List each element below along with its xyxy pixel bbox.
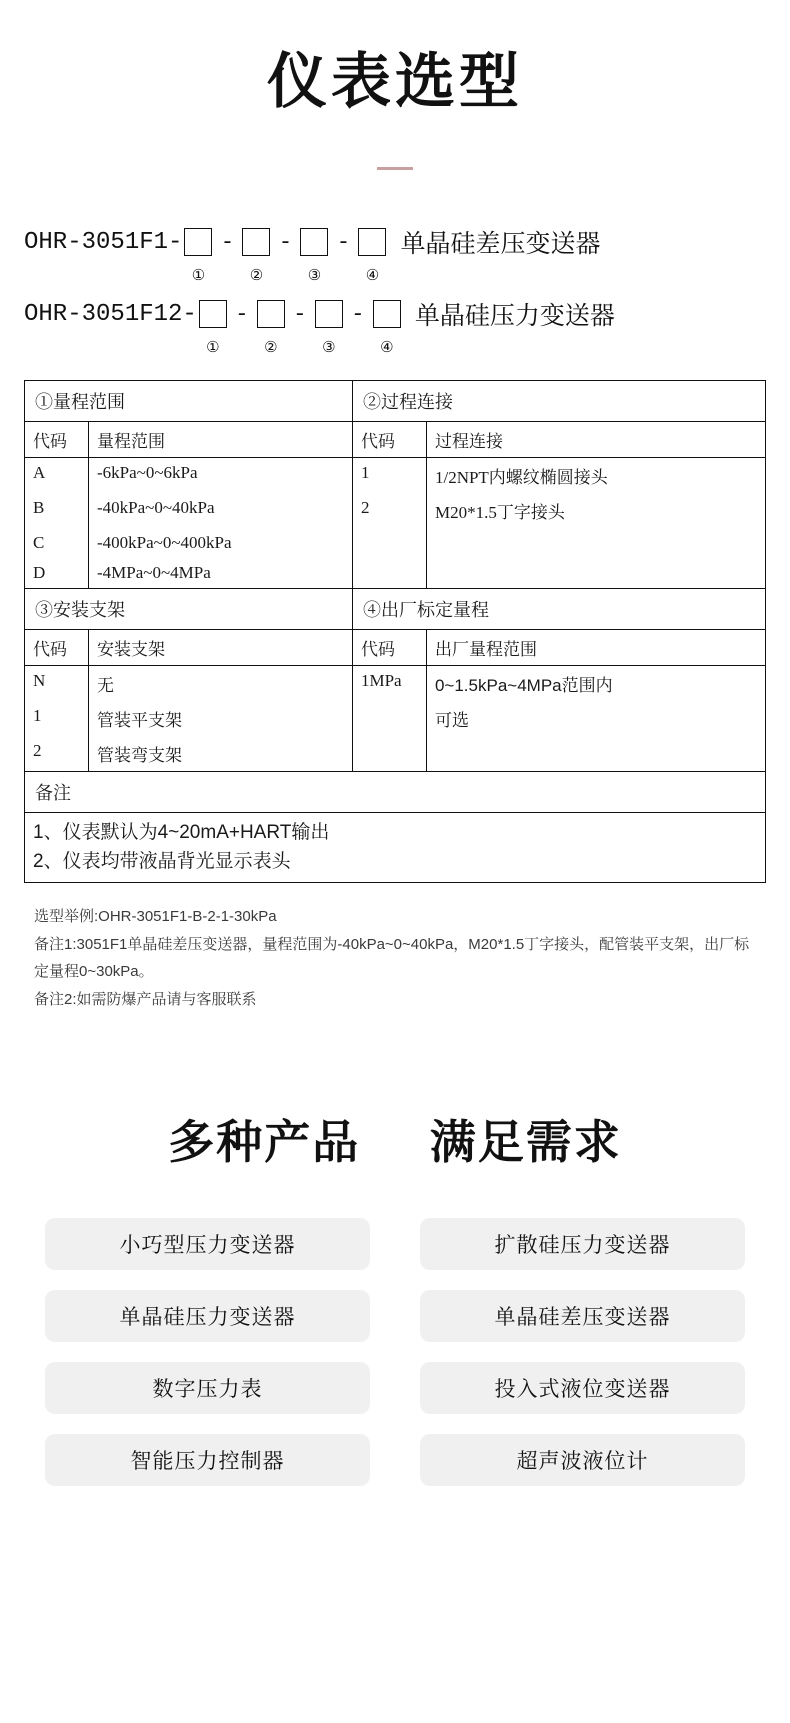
process-filler-code-2 [352, 558, 426, 589]
spec-section-title-bracket: ③安装支架 [25, 589, 353, 630]
spec-section-header-row-2 [25, 589, 766, 630]
remark-header-row [25, 772, 766, 813]
process-code-1: 1 [352, 458, 426, 494]
model-dash-2-1: - [235, 301, 249, 327]
product-chip-5[interactable]: 数字压力表 [45, 1362, 370, 1414]
product-chip-6[interactable]: 投入式液位变送器 [420, 1362, 745, 1414]
remark-title: 备注 [25, 772, 766, 813]
product-chip-3[interactable]: 单晶硅压力变送器 [45, 1290, 370, 1342]
note-remark-1: 备注1:3051F1单晶硅差压变送器，量程范围为-40kPa~0~40kPa，M20*1.5丁字接头，配管装平支架，出厂标定量程0~30kPa。 [34, 935, 750, 981]
bracket-value-n: 无 [89, 666, 353, 702]
table-row [25, 736, 766, 772]
model-dash-2-2: - [293, 301, 307, 327]
title-block [0, 0, 790, 170]
range-value-header: 量程范围 [89, 422, 353, 458]
remark-body [25, 813, 766, 883]
table-row [25, 528, 766, 558]
model-dash-1-1: - [220, 229, 235, 255]
spec-column-header-row-1 [25, 422, 766, 458]
model-dash-1-3: - [336, 229, 351, 255]
marker-1-2: ② [249, 267, 264, 284]
model-suffix-1: 单晶硅差压变送器 [400, 230, 601, 258]
model-code-area [0, 222, 790, 360]
spec-table [24, 380, 766, 883]
range-value-d: -4MPa~0~4MPa [89, 558, 353, 589]
model-slot-1-1[interactable] [184, 228, 212, 256]
spec-section-header-row-1 [25, 381, 766, 422]
calibration-value-2: 可选 [426, 701, 765, 736]
model-slot-2-2[interactable] [257, 300, 285, 328]
process-filler-value-2 [426, 558, 765, 589]
product-chip-1[interactable]: 小巧型压力变送器 [45, 1218, 370, 1270]
bracket-code-n: N [25, 666, 89, 702]
range-code-header: 代码 [25, 422, 89, 458]
marker-1-3: ③ [307, 267, 322, 284]
spec-column-header-row-2 [25, 630, 766, 666]
spec-section-title-process: ②过程连接 [352, 381, 765, 422]
table-row [25, 458, 766, 494]
process-filler-value-1 [426, 528, 765, 558]
model-marker-row-2 [24, 334, 790, 360]
process-value-header: 过程连接 [426, 422, 765, 458]
process-code-2: 2 [352, 493, 426, 528]
bracket-value-header: 安装支架 [89, 630, 353, 666]
product-chip-7[interactable]: 智能压力控制器 [45, 1434, 370, 1486]
model-dash-2-3: - [351, 301, 365, 327]
calibration-code-2 [352, 701, 426, 736]
range-value-b: -40kPa~0~40kPa [89, 493, 353, 528]
bracket-code-header: 代码 [25, 630, 89, 666]
model-slot-1-2[interactable] [242, 228, 270, 256]
calibration-filler-code [352, 736, 426, 772]
model-marker-row-1 [24, 262, 790, 288]
table-row [25, 558, 766, 589]
range-code-c: C [25, 528, 89, 558]
spec-section-title-range: ①量程范围 [25, 381, 353, 422]
bracket-value-2: 管装弯支架 [89, 736, 353, 772]
note-remark-2: 备注2:如需防爆产品请与客服联系 [34, 991, 257, 1009]
model-slot-1-4[interactable] [358, 228, 386, 256]
bracket-code-2: 2 [25, 736, 89, 772]
model-prefix-1: OHR-3051F1- [24, 228, 183, 256]
calibration-value-1: 0~1.5kPa~4MPa范围内 [426, 666, 765, 702]
range-value-a: -6kPa~0~6kPa [89, 458, 353, 494]
remark-line-2: 2、仪表均带液晶背光显示表头 [33, 851, 291, 873]
title-divider [377, 167, 413, 170]
marker-2-1: ① [206, 339, 220, 356]
marker-2-4: ④ [380, 339, 394, 356]
model-dash-1-2: - [278, 229, 293, 255]
spec-section-title-calibration: ④出厂标定量程 [352, 589, 765, 630]
table-row [25, 493, 766, 528]
process-value-1: 1/2NPT内螺纹椭圆接头 [426, 458, 765, 494]
model-prefix-2: OHR-3051F12- [24, 300, 197, 328]
section2-title-left: 多种产品 [168, 1115, 361, 1168]
bracket-value-1: 管装平支架 [89, 701, 353, 736]
range-code-d: D [25, 558, 89, 589]
section2-title [0, 1106, 790, 1172]
note-example: 选型举例:OHR-3051F1-B-2-1-30kPa [34, 907, 277, 925]
process-value-2: M20*1.5丁字接头 [426, 493, 765, 528]
marker-1-4: ④ [365, 267, 380, 284]
range-value-c: -400kPa~0~400kPa [89, 528, 353, 558]
range-code-a: A [25, 458, 89, 494]
calibration-code-header: 代码 [352, 630, 426, 666]
bracket-code-1: 1 [25, 701, 89, 736]
product-chip-grid [45, 1218, 745, 1486]
calibration-filler-value [426, 736, 765, 772]
calibration-value-header: 出厂量程范围 [426, 630, 765, 666]
page-title: 仪表选型 [267, 48, 523, 115]
calibration-code-1: 1MPa [352, 666, 426, 702]
marker-2-3: ③ [322, 339, 336, 356]
model-slot-2-3[interactable] [315, 300, 343, 328]
table-row [25, 701, 766, 736]
product-chip-4[interactable]: 单晶硅差压变送器 [420, 1290, 745, 1342]
model-slot-2-4[interactable] [373, 300, 401, 328]
range-code-b: B [25, 493, 89, 528]
table-row [25, 666, 766, 702]
model-slot-2-1[interactable] [199, 300, 227, 328]
model-slot-1-3[interactable] [300, 228, 328, 256]
marker-1-1: ① [191, 267, 206, 284]
process-code-header: 代码 [352, 422, 426, 458]
notes-block [34, 903, 756, 1014]
bottom-spacer [0, 1486, 790, 1606]
model-row-1 [24, 222, 790, 262]
section2-title-right: 满足需求 [429, 1115, 622, 1168]
remark-line-1: 1、仪表默认为4~20mA+HART输出 [33, 822, 330, 843]
product-chip-8[interactable]: 超声波液位计 [420, 1434, 745, 1486]
process-filler-code-1 [352, 528, 426, 558]
marker-2-2: ② [264, 339, 278, 356]
model-row-2 [24, 294, 790, 334]
model-suffix-2: 单晶硅压力变送器 [414, 302, 615, 330]
product-chip-2[interactable]: 扩散硅压力变送器 [420, 1218, 745, 1270]
remark-body-row [25, 813, 766, 883]
